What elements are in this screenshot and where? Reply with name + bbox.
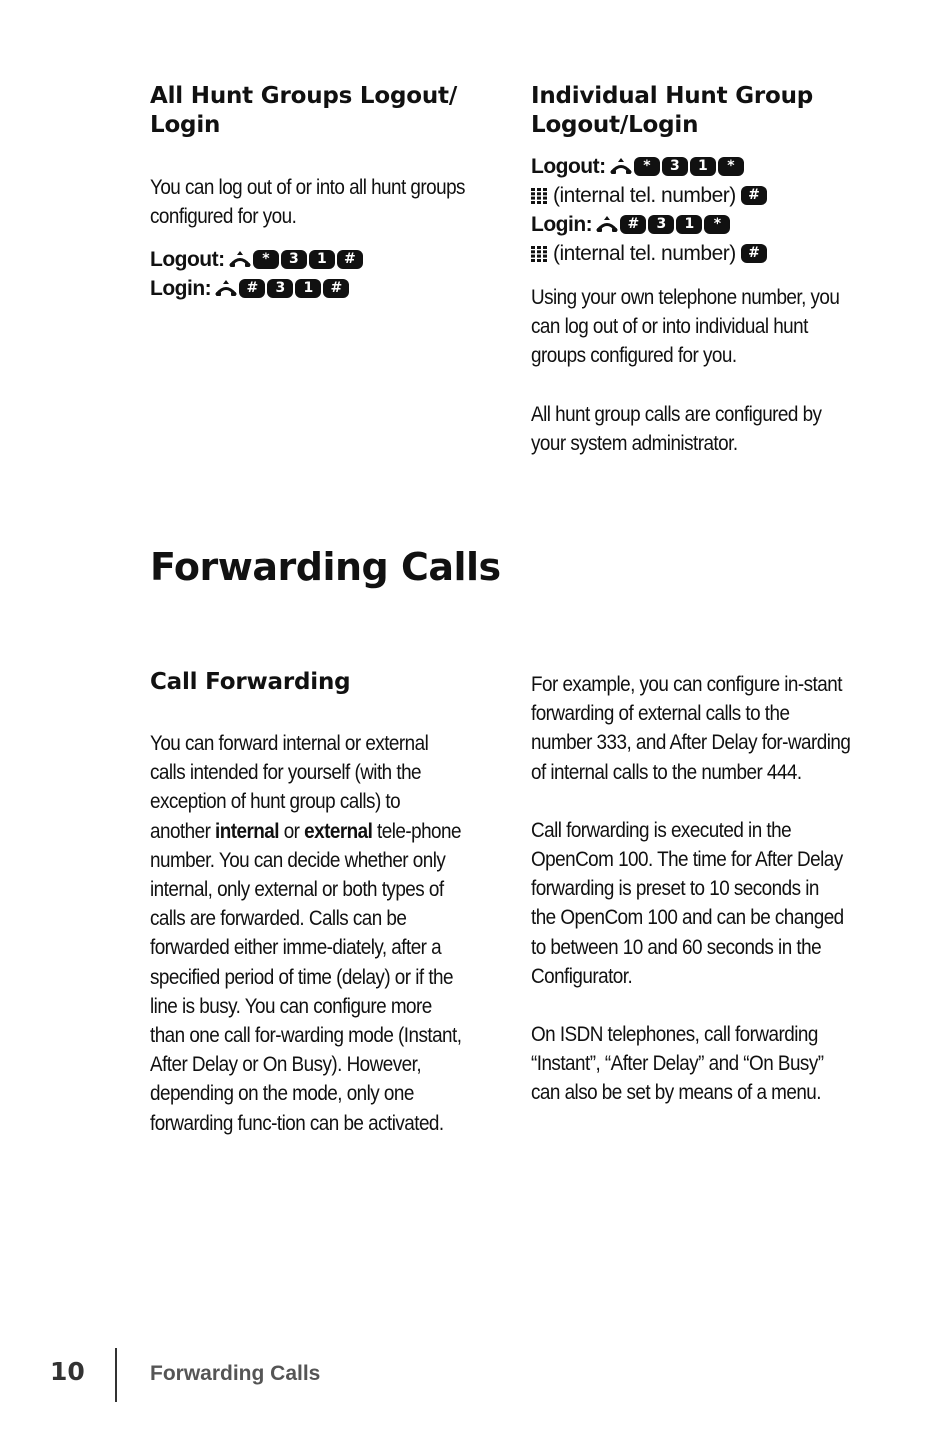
example-text: For example, you can configure in-stant forwarding of external calls to the number 333, and After Delay for-warding of internal calls to the number 444. (531, 673, 851, 784)
all-hunt-groups-section (150, 82, 470, 303)
logout-sequence: Logout: * 3 1 * (531, 152, 861, 181)
handset-lift-icon (596, 215, 618, 234)
key-hash: # (620, 215, 646, 234)
execution-text: Call forwarding is executed in the OpenCom 100. The time for After Delay forwarding is preset to 10 seconds in the OpenCom 100 and can be changed to between 10 and 60 seconds in the Configurator. (531, 818, 844, 988)
section-heading: All Hunt Groups Logout/ Login (150, 83, 458, 138)
internal-number-line: (internal tel. number) # (531, 181, 861, 210)
page-number: 10 (50, 1357, 85, 1386)
internal-number-line: (internal tel. number) # (531, 239, 861, 268)
key-hash: # (323, 279, 349, 298)
key-3: 3 (648, 215, 674, 234)
keypad-icon (531, 246, 547, 262)
login-sequence: Login: # 3 1 * (531, 210, 861, 239)
explanation-text: Using your own telephone number, you can log out of or into individual hunt groups configured for you. (531, 286, 840, 368)
call-forwarding-section (150, 668, 480, 1138)
key-1: 1 (295, 279, 321, 298)
key-hash: # (741, 186, 767, 205)
forwarding-examples-section (531, 670, 871, 1108)
key-star: * (704, 215, 730, 234)
key-hash: # (337, 250, 363, 269)
key-3: 3 (267, 279, 293, 298)
footer-title: Forwarding Calls (150, 1362, 321, 1385)
section-heading: Individual Hunt Group Logout/Login (531, 83, 814, 138)
handset-lift-icon (610, 157, 632, 176)
key-3: 3 (662, 157, 688, 176)
key-hash: # (741, 244, 767, 263)
key-1: 1 (690, 157, 716, 176)
individual-hunt-group-section (531, 82, 861, 458)
key-star: * (718, 157, 744, 176)
handset-lift-icon (229, 250, 251, 269)
footer-divider (115, 1348, 117, 1402)
page-title: Forwarding Calls (150, 545, 501, 589)
logout-sequence: Logout: * 3 1 # (150, 245, 470, 274)
key-1: 1 (676, 215, 702, 234)
key-3: 3 (281, 250, 307, 269)
keypad-icon (531, 188, 547, 204)
admin-note: All hunt group calls are configured by your system administrator. (531, 402, 822, 455)
isdn-text: On ISDN telephones, call forwarding “Instant”, “After Delay” and “On Busy” can also be set by means of a menu. (531, 1023, 824, 1105)
key-hash: # (239, 279, 265, 298)
intro-text: You can log out of or into all hunt groups configured for you. (150, 176, 465, 229)
section-heading: Call Forwarding (150, 669, 351, 695)
login-sequence: Login: # 3 1 # (150, 274, 470, 303)
key-star: * (634, 157, 660, 176)
key-1: 1 (309, 250, 335, 269)
handset-lift-icon (215, 279, 237, 298)
call-forwarding-text: You can forward internal or external calls intended for yourself (with the exception of hunt group calls) to another internal or external tele-phone number. You can decide whether only internal, only external or both types of calls are forwarded. Calls can be forwarded either imme-diately, after a specified period of time (delay) or if the line is busy. You can configure more than one call for-warding mode (Instant, After Delay or On Busy). However, depending on the mode, only one forwarding func-tion can be activated. (150, 732, 462, 1135)
key-star: * (253, 250, 279, 269)
